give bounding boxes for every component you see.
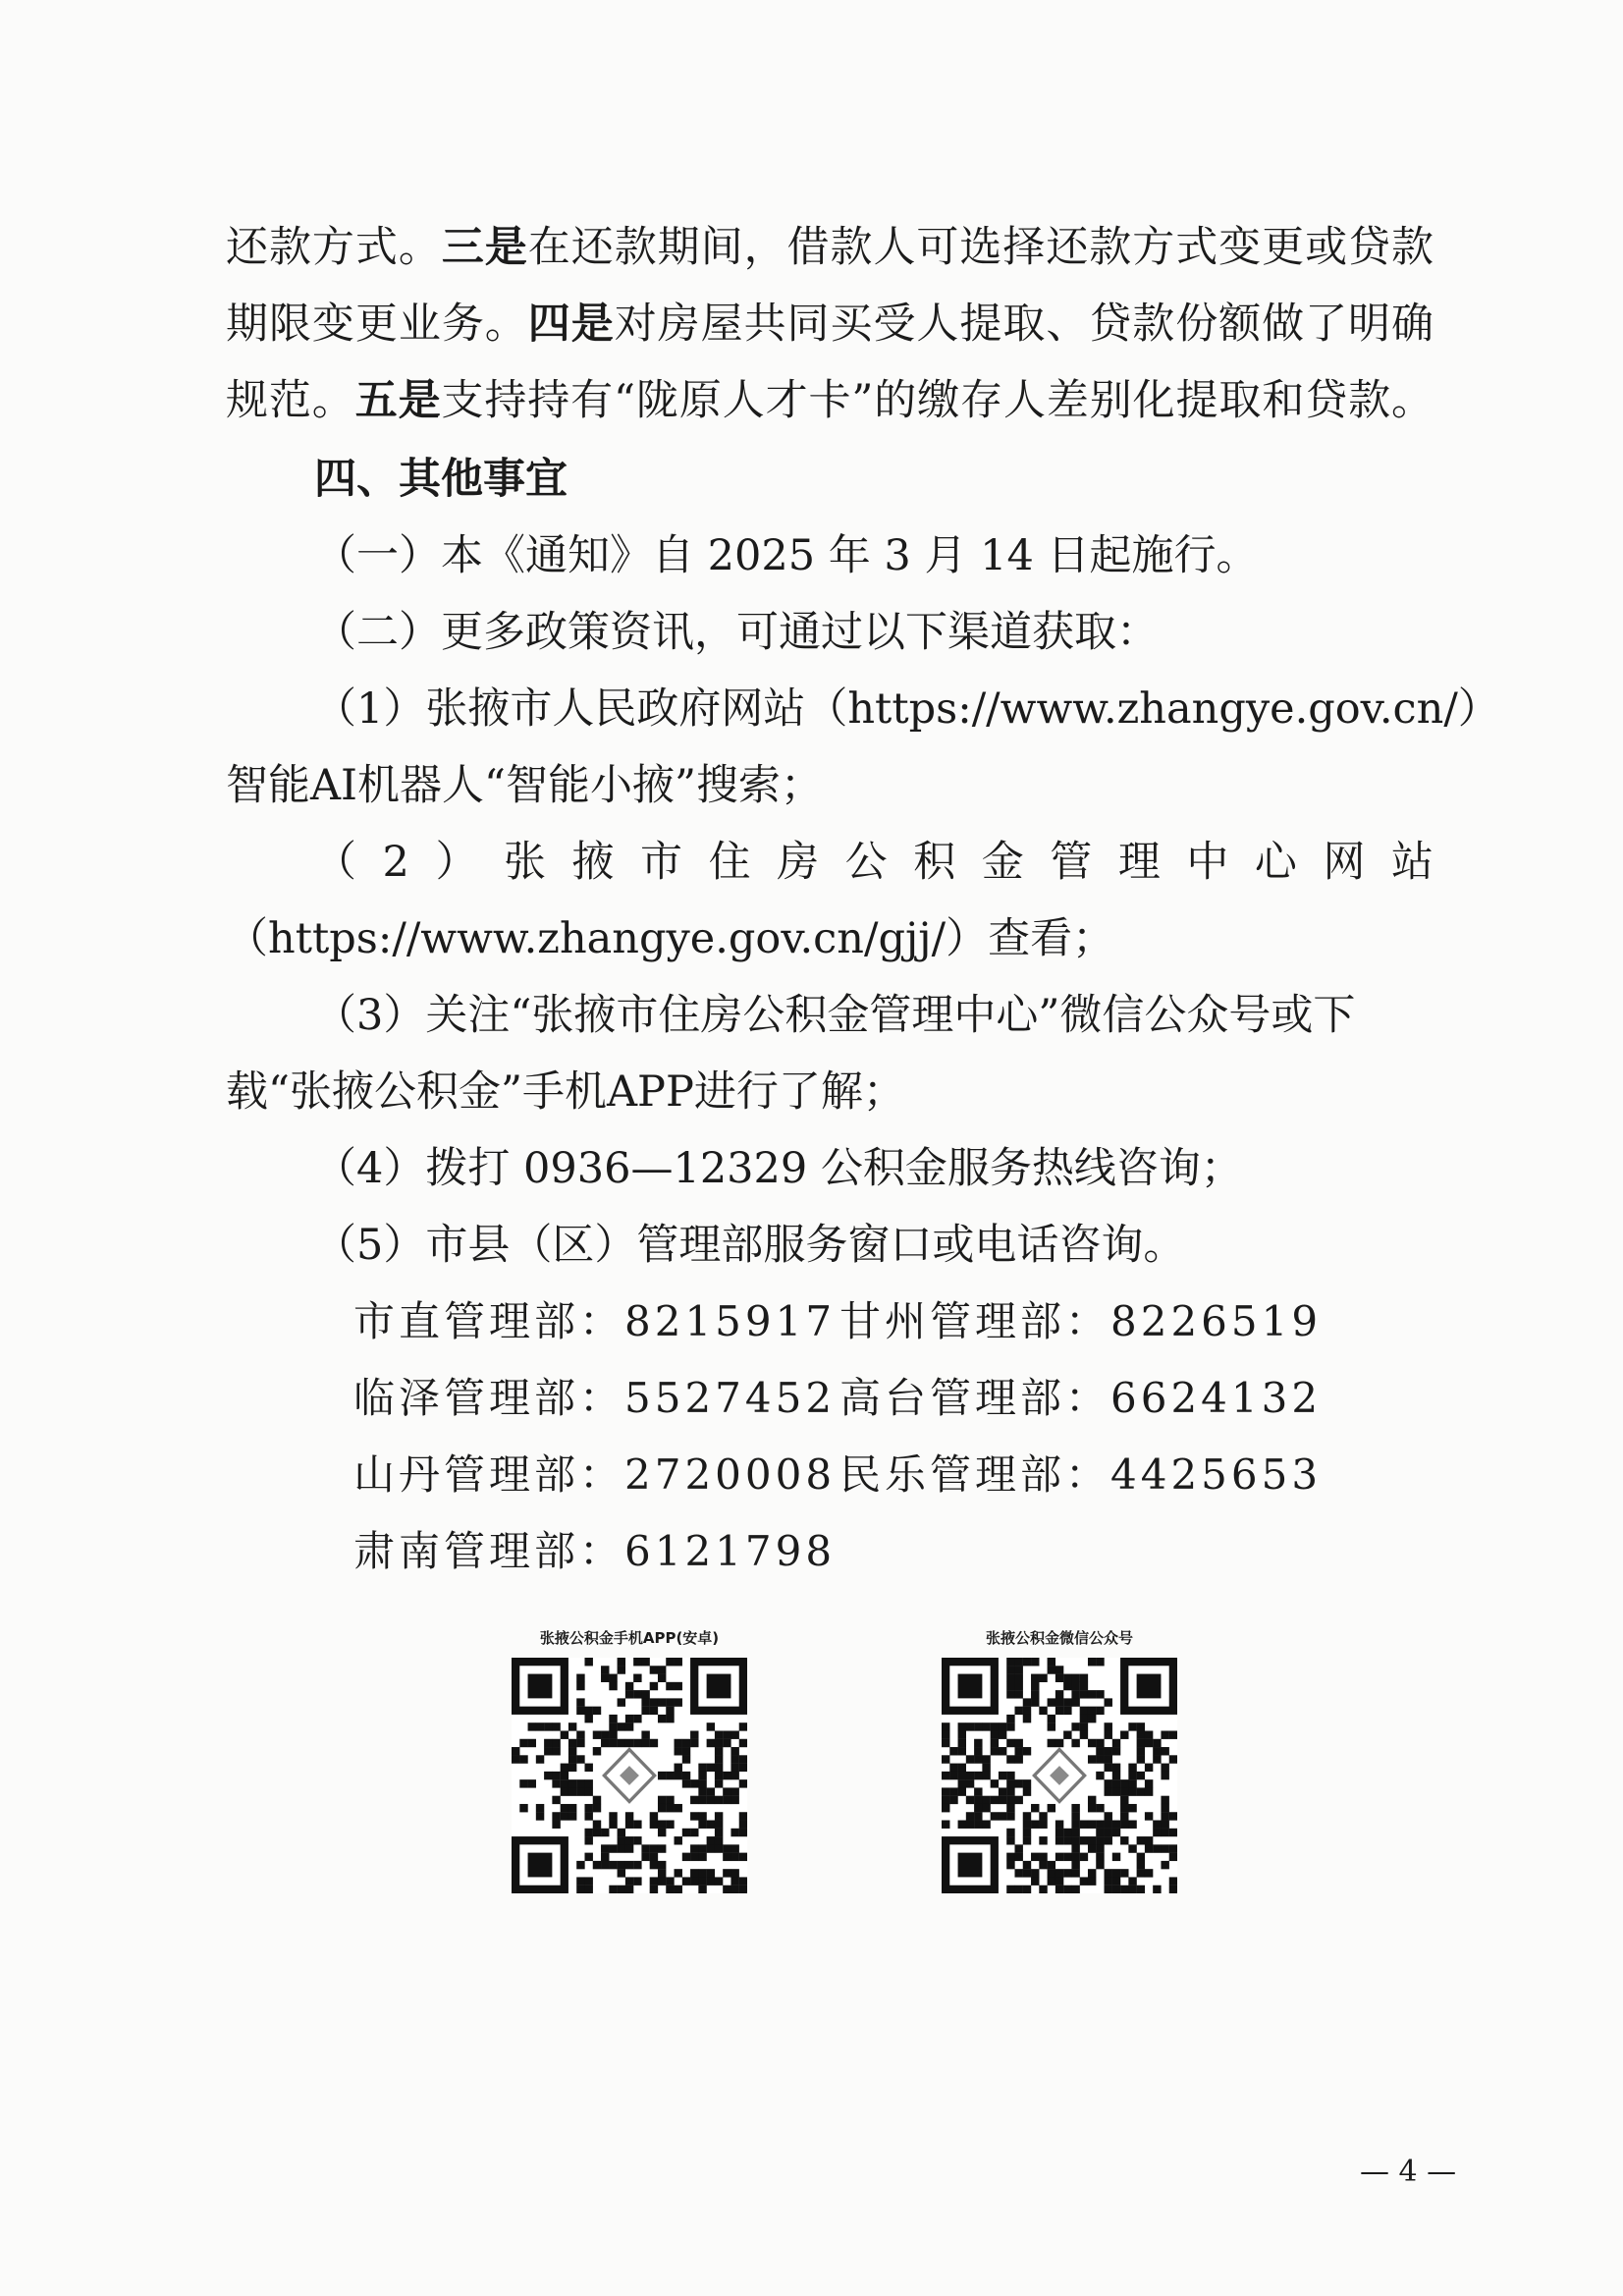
contact-linze [353, 1369, 836, 1428]
channel-3-line-2: 载“张掖公积金”手机APP进行了解； [226, 1067, 905, 1117]
contact-phone: 8226519 [1110, 1297, 1323, 1345]
contact-gaotai [839, 1369, 1322, 1428]
qr-code-app[interactable] [512, 1658, 747, 1893]
contact-minle [839, 1446, 1322, 1504]
qr-wechat-block [932, 1628, 1187, 1893]
channel-1-line-2: 智能AI机器人“智能小掖”搜索； [226, 761, 824, 810]
contact-label: 肃南管理部： [353, 1527, 625, 1575]
channel-5: （5）市县（区）管理部服务窗口或电话咨询。 [314, 1221, 1186, 1270]
text: 对房屋共同买受人提取、贷款份额做了明确 [614, 300, 1434, 349]
paragraph-line-2 [226, 295, 1434, 354]
text: 期限变更业务。 [226, 300, 528, 349]
contact-shandan [353, 1446, 836, 1504]
text: 还款方式。 [226, 223, 442, 272]
contact-phone: 4425653 [1110, 1450, 1323, 1499]
contact-label: 市直管理部： [353, 1297, 625, 1345]
text: 规范。 [226, 376, 355, 425]
channel-3-line-1: （3）关注“张掖市住房公积金管理中心”微信公众号或下 [314, 991, 1356, 1040]
contact-label: 临泽管理部： [353, 1374, 625, 1422]
channel-4: （4）拨打 0936—12329 公积金服务热线咨询； [314, 1144, 1243, 1193]
contact-shizhi [353, 1292, 836, 1351]
contact-phone: 6121798 [624, 1527, 837, 1575]
paragraph-line-3 [226, 371, 1434, 430]
item-effective-date: （一）本《通知》自 2025 年 3 月 14 日起施行。 [314, 531, 1259, 580]
contact-ganzhou [839, 1292, 1322, 1351]
qr-code-wechat[interactable] [942, 1658, 1177, 1893]
contact-phone: 2720008 [624, 1450, 837, 1499]
page-number: — 4 — [1360, 2155, 1457, 2189]
text: 支持持有“陇原人才卡”的缴存人差别化提取和贷款。 [441, 376, 1434, 425]
bold-marker: 五是 [354, 376, 442, 425]
channel-2-line-2: （https://www.zhangye.gov.cn/gjj/）查看； [226, 914, 1115, 963]
bold-marker: 四是 [527, 300, 615, 349]
paragraph-line-1 [226, 218, 1434, 277]
contact-phone: 5527452 [624, 1374, 837, 1422]
contact-label: 高台管理部： [839, 1374, 1111, 1422]
contact-phone: 8215917 [624, 1297, 837, 1345]
contact-label: 民乐管理部： [839, 1450, 1111, 1499]
bold-marker: 三是 [441, 223, 528, 272]
qr-app-block [502, 1628, 757, 1893]
qr-caption-wechat: 张掖公积金微信公众号 [985, 1629, 1133, 1647]
qr-caption-app: 张掖公积金手机APP(安卓) [539, 1629, 720, 1647]
channel-1-line-1: （1）张掖市人民政府网站（https://www.zhangye.gov.cn/） [314, 684, 1500, 734]
item-more-info: （二）更多政策资讯，可通过以下渠道获取： [314, 608, 1159, 657]
text: 在还款期间，借款人可选择还款方式变更或贷款 [527, 223, 1434, 272]
contact-label: 山丹管理部： [353, 1450, 625, 1499]
contact-sunan [353, 1522, 836, 1581]
section-heading: 四、其他事宜 [314, 455, 568, 504]
contact-phone: 6624132 [1110, 1374, 1323, 1422]
contact-label: 甘州管理部： [839, 1297, 1111, 1345]
channel-2-line-1: （2）张掖市住房公积金管理中心网站 [314, 838, 1434, 887]
